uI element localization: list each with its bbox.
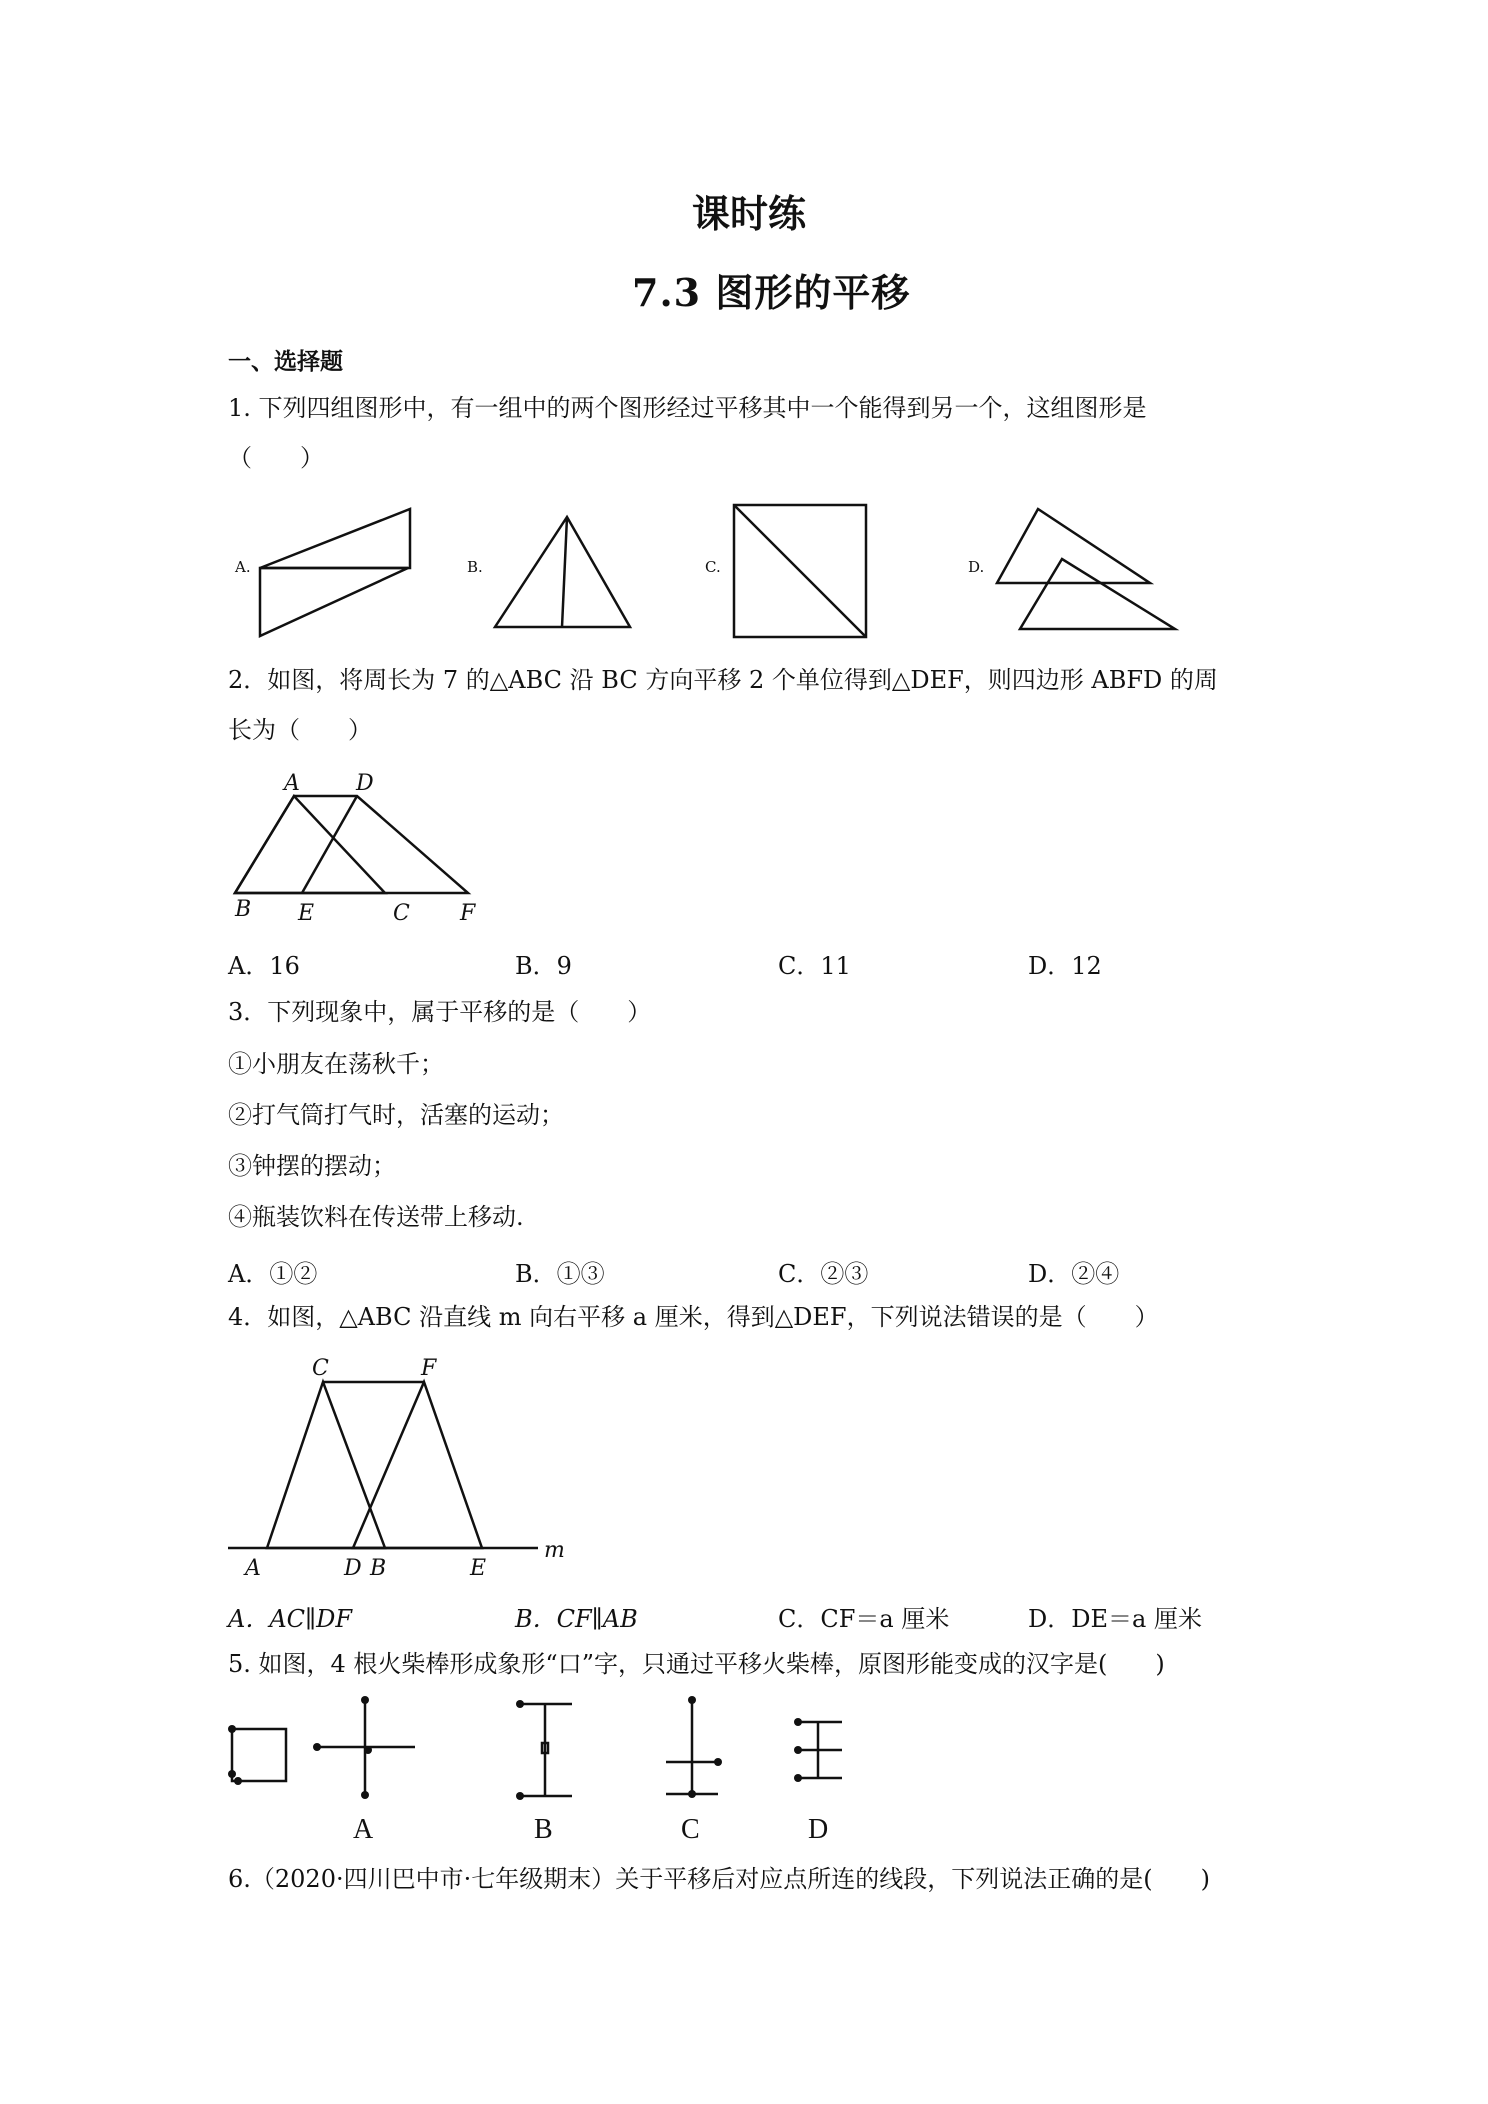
- q1-stem-line1: 1. 下列四组图形中，有一组中的两个图形经过平移其中一个能得到另一个，这组图形是: [228, 394, 1147, 422]
- q5-dot: [714, 1758, 722, 1766]
- q3-option-a[interactable]: A．①②: [228, 1260, 318, 1288]
- q4-option-d[interactable]: D．DE＝a 厘米: [1028, 1605, 1202, 1633]
- q3-option-c[interactable]: C．②③: [778, 1260, 869, 1288]
- q4-label-m: m: [544, 1538, 565, 1563]
- q3-stem: 3．下列现象中，属于平移的是（ ）: [228, 998, 652, 1026]
- q4-label-f: F: [421, 1356, 437, 1381]
- q5-dot: [361, 1696, 369, 1704]
- q1-fig-c-diagonal: [734, 505, 866, 637]
- q2-option-d[interactable]: D．12: [1028, 952, 1102, 980]
- q5-stem: 5. 如图，4 根火柴棒形成象形“口”字，只通过平移火柴棒，原图形能变成的汉字是( ): [228, 1650, 1165, 1678]
- q4-option-a[interactable]: A．AC∥DF: [228, 1605, 353, 1633]
- q1-fig-b-line: [562, 517, 567, 627]
- q1-fig-label-c: C.: [705, 558, 721, 576]
- q2-label-d: D: [356, 771, 374, 796]
- q4-triangle-abc: [267, 1382, 385, 1548]
- section-heading: 一、选择题: [228, 349, 343, 375]
- q5-dot: [688, 1696, 696, 1704]
- q4-label-c: C: [312, 1356, 329, 1381]
- q5-dot: [364, 1746, 372, 1754]
- q4-label-e: E: [470, 1556, 487, 1581]
- q4-figure: [220, 1345, 580, 1585]
- q5-dot: [688, 1790, 696, 1798]
- q5-dot: [361, 1791, 369, 1799]
- q3-item-3: ③钟摆的摆动；: [228, 1152, 396, 1180]
- q5-dot: [234, 1777, 242, 1785]
- q5-label-a[interactable]: A: [353, 1814, 374, 1845]
- q4-label-b: B: [370, 1556, 387, 1581]
- q5-dot: [794, 1746, 802, 1754]
- q2-segment-de: [302, 796, 357, 893]
- q2-option-a[interactable]: A．16: [228, 952, 300, 980]
- q4-option-c[interactable]: C．CF＝a 厘米: [778, 1605, 950, 1633]
- q2-label-f: F: [460, 901, 476, 926]
- q1-figures: [220, 495, 1200, 645]
- q1-fig-a-triangle-1: [260, 568, 408, 636]
- q5-label-b[interactable]: B: [534, 1814, 553, 1845]
- q5-dot: [313, 1743, 321, 1751]
- q5-label-d[interactable]: D: [808, 1814, 829, 1845]
- q3-option-d[interactable]: D．②④: [1028, 1260, 1120, 1288]
- q5-dot: [228, 1725, 236, 1733]
- q5-figures: [220, 1690, 880, 1850]
- q1-stem-line2: （ ）: [228, 444, 324, 472]
- q2-option-b[interactable]: B．9: [515, 952, 572, 980]
- q1-fig-a-triangle-2: [260, 509, 410, 568]
- q5-original-square: [232, 1729, 286, 1781]
- q2-label-b: B: [235, 897, 252, 922]
- q1-fig-d-triangle-1: [997, 509, 1150, 583]
- q2-figure: [220, 766, 520, 926]
- q5-dot: [228, 1770, 236, 1778]
- page-subtitle: 7.3 图形的平移: [632, 270, 911, 315]
- q3-option-b[interactable]: B．①③: [515, 1260, 605, 1288]
- q4-stem: 4．如图，△ABC 沿直线 m 向右平移 a 厘米，得到△DEF，下列说法错误的是（ ）: [228, 1303, 1159, 1331]
- q2-option-c[interactable]: C．11: [778, 952, 851, 980]
- q5-dot: [794, 1774, 802, 1782]
- q1-fig-label-b: B.: [467, 558, 483, 576]
- q4-label-a: A: [245, 1556, 261, 1581]
- q2-label-e: E: [298, 901, 315, 926]
- q2-quadrilateral-abfd: [235, 796, 468, 893]
- q3-item-2: ②打气筒打气时，活塞的运动；: [228, 1101, 564, 1129]
- q5-dot: [516, 1792, 524, 1800]
- q4-label-d: D: [344, 1556, 362, 1581]
- q3-item-1: ①小朋友在荡秋千；: [228, 1050, 444, 1078]
- q2-stem-line2: 长为（ ）: [228, 716, 372, 744]
- q2-label-a: A: [284, 771, 300, 796]
- q5-dot: [794, 1718, 802, 1726]
- q5-dot: [516, 1700, 524, 1708]
- page-title: 课时练: [692, 191, 807, 236]
- q5-label-c[interactable]: C: [681, 1814, 700, 1845]
- q4-option-b[interactable]: B．CF∥AB: [515, 1605, 638, 1633]
- q2-label-c: C: [393, 901, 410, 926]
- q1-fig-label-d: D.: [968, 558, 985, 576]
- q2-stem-line1: 2．如图，将周长为 7 的△ABC 沿 BC 方向平移 2 个单位得到△DEF，则四边形 ABFD 的周: [228, 666, 1218, 694]
- q3-item-4: ④瓶装饮料在传送带上移动.: [228, 1203, 524, 1231]
- q1-fig-label-a: A.: [235, 558, 251, 576]
- q4-triangle-def: [353, 1382, 482, 1548]
- q1-fig-d-triangle-2: [1020, 559, 1175, 629]
- q6-stem: 6.（2020·四川巴中市·七年级期末）关于平移后对应点所连的线段，下列说法正确的是( ): [228, 1865, 1210, 1893]
